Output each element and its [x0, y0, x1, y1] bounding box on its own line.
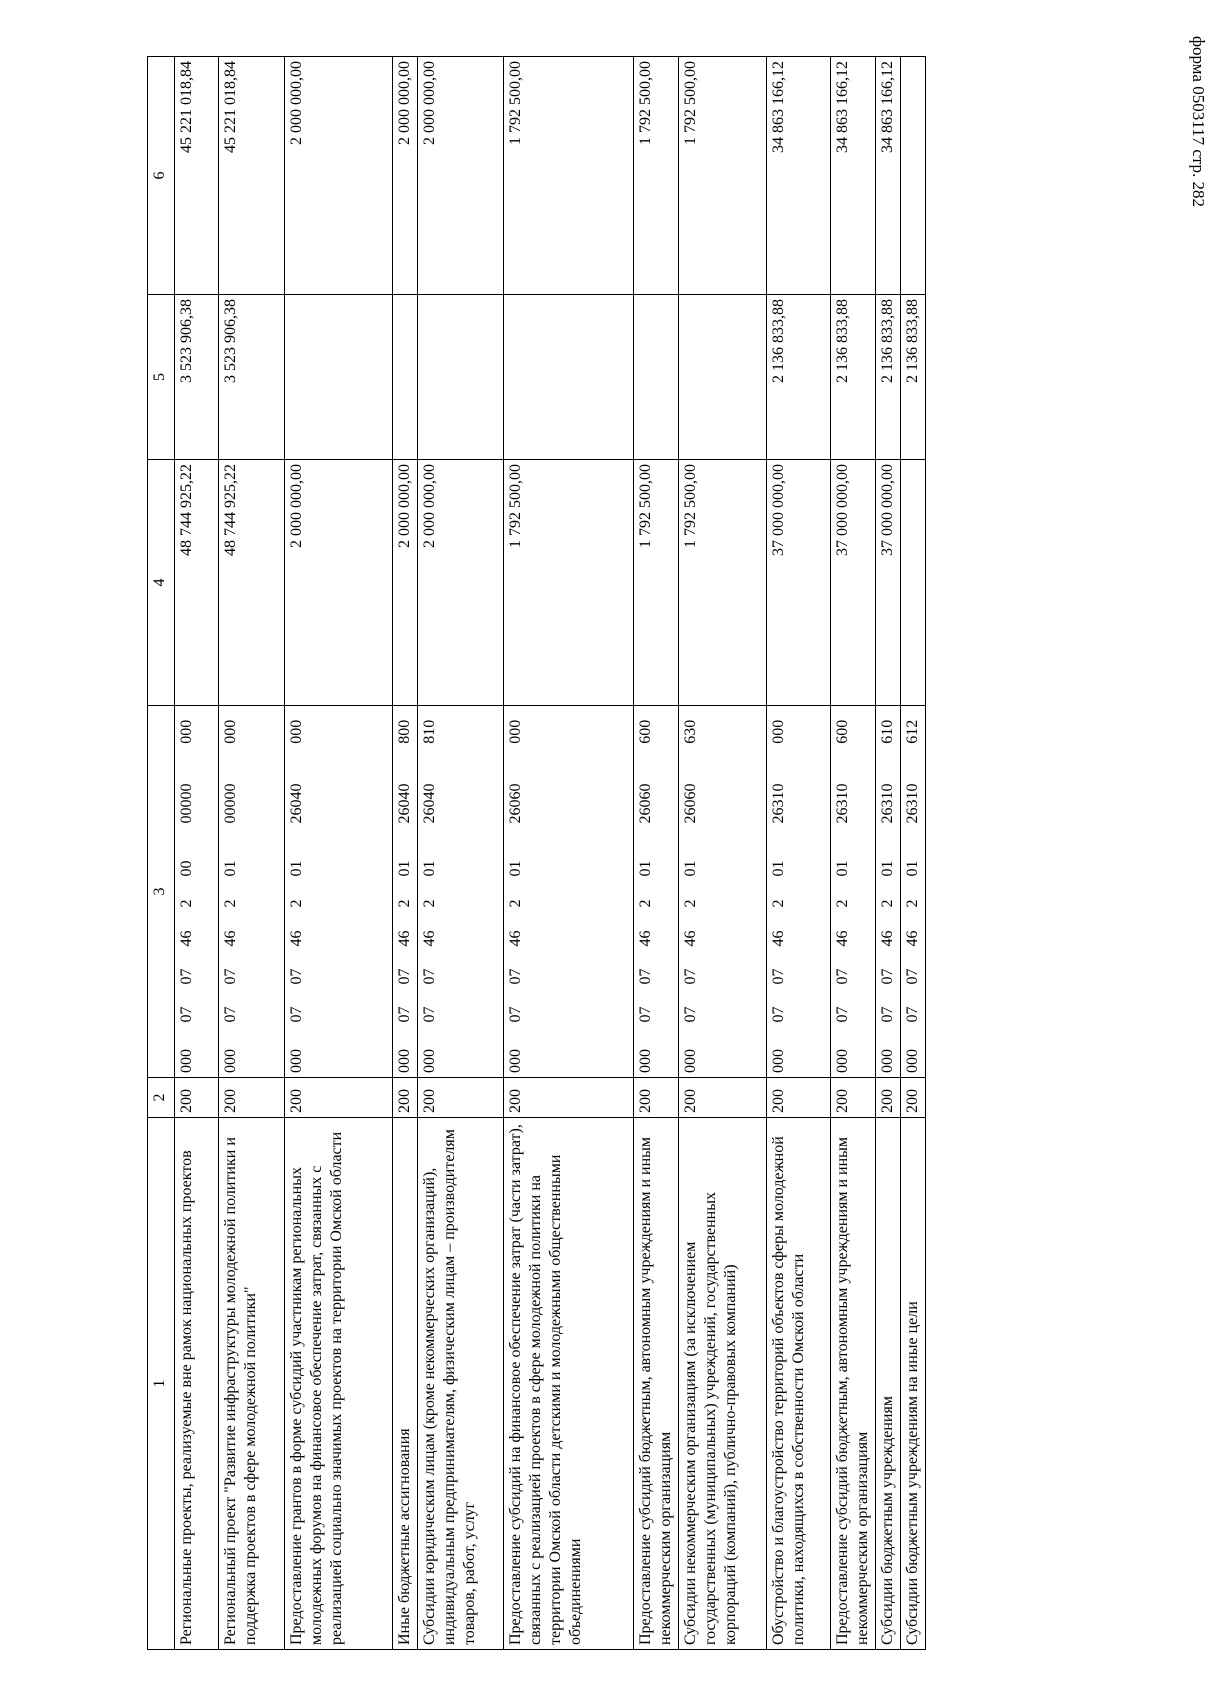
row-budget-code-part: 07	[418, 996, 504, 1034]
row-budget-code-part: 46	[767, 920, 831, 958]
col-header-1: 1	[148, 1118, 175, 1650]
table-row	[175, 57, 219, 1650]
table-row	[504, 57, 634, 1650]
row-name: Обустройство и благоустройство территорий объектов сферы молодежной политики, находящихся в собственности Омской области	[767, 1118, 831, 1650]
row-budget-code-part: 07	[285, 958, 393, 996]
row-executed-amount	[634, 295, 679, 460]
row-approved-amount: 1 792 500,00	[504, 460, 634, 706]
row-budget-code-part: 07	[219, 996, 285, 1034]
row-line-code: 200	[285, 1078, 393, 1118]
row-budget-code-part: 07	[418, 958, 504, 996]
row-budget-code-part: 00	[175, 850, 219, 888]
row-name: Предоставление грантов в форме субсидий участникам региональных молодежных форумов на финансовое обеспечение затрат, связанных с реализацией социально значимых проектов на территории Омской области	[285, 1118, 393, 1650]
row-name: Предоставление субсидий на финансовое обеспечение затрат (части затрат), связанных с реализацией проектов в сфере молодежной политики на территории Омской области детскими и молодежными общественными объединениями	[504, 1118, 634, 1650]
col-header-4: 4	[148, 460, 175, 706]
row-executed-amount: 3 523 906,38	[175, 295, 219, 460]
row-budget-code-part: 07	[175, 996, 219, 1034]
row-budget-code-part: 000	[285, 1034, 393, 1078]
row-approved-amount: 2 000 000,00	[393, 460, 418, 706]
row-budget-code-part: 46	[634, 920, 679, 958]
row-approved-amount: 48 744 925,22	[175, 460, 219, 706]
row-budget-code-part: 26060	[634, 758, 679, 850]
row-executed-amount: 2 136 833,88	[901, 295, 926, 460]
report-sheet	[147, 57, 990, 1650]
row-budget-code-part: 07	[219, 958, 285, 996]
row-budget-code-part: 000	[767, 1034, 831, 1078]
row-executed-amount: 2 136 833,88	[876, 295, 901, 460]
row-budget-code-part: 26060	[679, 758, 767, 850]
row-budget-code-part: 01	[831, 850, 876, 888]
table-row	[418, 57, 504, 1650]
row-budget-code-part: 07	[634, 958, 679, 996]
row-budget-code-part: 07	[767, 958, 831, 996]
table-row	[285, 57, 393, 1650]
row-budget-code-part: 000	[679, 1034, 767, 1078]
row-budget-code-part: 000	[767, 706, 831, 758]
row-budget-code-part: 01	[418, 850, 504, 888]
row-budget-code-part: 07	[767, 996, 831, 1034]
row-budget-code-part: 07	[679, 996, 767, 1034]
row-approved-amount: 37 000 000,00	[876, 460, 901, 706]
row-budget-code-part: 000	[504, 706, 634, 758]
table-row	[679, 57, 767, 1650]
row-budget-code-part: 26310	[831, 758, 876, 850]
row-name: Региональные проекты, реализуемые вне рамок национальных проектов	[175, 1118, 219, 1650]
row-budget-code-part: 07	[285, 996, 393, 1034]
table-row	[767, 57, 831, 1650]
row-unexecuted-amount: 1 792 500,00	[504, 57, 634, 295]
row-budget-code-part: 01	[219, 850, 285, 888]
row-budget-code-part: 01	[393, 850, 418, 888]
row-budget-code-part: 26040	[285, 758, 393, 850]
row-budget-code-part: 46	[504, 920, 634, 958]
row-budget-code-part: 000	[634, 1034, 679, 1078]
row-budget-code-part: 000	[285, 706, 393, 758]
row-line-code: 200	[634, 1078, 679, 1118]
row-budget-code-part: 07	[831, 958, 876, 996]
table-row	[901, 57, 926, 1650]
row-budget-code-part: 2	[219, 888, 285, 920]
row-budget-code-part: 26310	[767, 758, 831, 850]
row-budget-code-part: 000	[831, 1034, 876, 1078]
row-budget-code-part: 000	[876, 1034, 901, 1078]
row-line-code: 200	[219, 1078, 285, 1118]
row-name: Субсидии юридическим лицам (кроме некоммерческих организаций), индивидуальным предпринимателям, физическим лицам – производителям товаров, работ, услуг	[418, 1118, 504, 1650]
row-budget-code-part: 46	[393, 920, 418, 958]
row-unexecuted-amount: 34 863 166,12	[876, 57, 901, 295]
row-approved-amount: 1 792 500,00	[679, 460, 767, 706]
row-budget-code-part: 07	[679, 958, 767, 996]
row-budget-code-part: 630	[679, 706, 767, 758]
row-unexecuted-amount: 34 863 166,12	[831, 57, 876, 295]
row-budget-code-part: 46	[418, 920, 504, 958]
row-budget-code-part: 2	[901, 888, 926, 920]
row-name: Региональный проект "Развитие инфраструктуры молодежной политики и поддержка проектов в сфере молодежной политики"	[219, 1118, 285, 1650]
row-approved-amount: 37 000 000,00	[831, 460, 876, 706]
row-line-code: 200	[831, 1078, 876, 1118]
row-budget-code-part: 01	[634, 850, 679, 888]
row-budget-code-part: 000	[393, 1034, 418, 1078]
row-budget-code-part: 07	[393, 958, 418, 996]
table-row	[393, 57, 418, 1650]
row-unexecuted-amount: 2 000 000,00	[285, 57, 393, 295]
row-budget-code-part: 07	[504, 996, 634, 1034]
row-budget-code-part: 07	[901, 996, 926, 1034]
row-line-code: 200	[504, 1078, 634, 1118]
row-name: Субсидии некоммерческим организациям (за исключением государственных (муниципальных) учреждений, государственных корпораций (компаний), публично-правовых компаний)	[679, 1118, 767, 1650]
col-header-3: 3	[148, 706, 175, 1078]
row-budget-code-part: 00000	[175, 758, 219, 850]
row-approved-amount: 48 744 925,22	[219, 460, 285, 706]
row-executed-amount: 2 136 833,88	[831, 295, 876, 460]
row-line-code: 200	[767, 1078, 831, 1118]
row-approved-amount: 2 000 000,00	[418, 460, 504, 706]
row-executed-amount	[418, 295, 504, 460]
row-budget-code-part: 07	[876, 996, 901, 1034]
row-line-code: 200	[175, 1078, 219, 1118]
row-budget-code-part: 2	[504, 888, 634, 920]
row-executed-amount	[285, 295, 393, 460]
row-budget-code-part: 01	[504, 850, 634, 888]
row-budget-code-part: 2	[831, 888, 876, 920]
row-budget-code-part: 600	[634, 706, 679, 758]
row-executed-amount	[679, 295, 767, 460]
row-budget-code-part: 26040	[418, 758, 504, 850]
row-executed-amount: 3 523 906,38	[219, 295, 285, 460]
row-budget-code-part: 46	[219, 920, 285, 958]
row-unexecuted-amount: 1 792 500,00	[634, 57, 679, 295]
row-budget-code-part: 000	[901, 1034, 926, 1078]
row-approved-amount: 2 000 000,00	[285, 460, 393, 706]
row-budget-code-part: 26310	[876, 758, 901, 850]
col-header-5: 5	[148, 295, 175, 460]
row-budget-code-part: 2	[767, 888, 831, 920]
row-budget-code-part: 07	[901, 958, 926, 996]
row-line-code: 200	[876, 1078, 901, 1118]
row-budget-code-part: 000	[219, 706, 285, 758]
row-budget-code-part: 01	[285, 850, 393, 888]
row-budget-code-part: 26060	[504, 758, 634, 850]
row-name: Субсидии бюджетным учреждениям	[876, 1118, 901, 1650]
row-budget-code-part: 26040	[393, 758, 418, 850]
row-name: Субсидии бюджетным учреждениям на иные цели	[901, 1118, 926, 1650]
col-header-6: 6	[148, 57, 175, 295]
form-label: форма 0503117 стр. 282	[1189, 36, 1208, 207]
row-budget-code-part: 46	[679, 920, 767, 958]
table-row	[219, 57, 285, 1650]
row-executed-amount: 2 136 833,88	[767, 295, 831, 460]
row-budget-code-part: 01	[901, 850, 926, 888]
header-row	[148, 57, 175, 1650]
row-budget-code-part: 800	[393, 706, 418, 758]
row-budget-code-part: 612	[901, 706, 926, 758]
row-unexecuted-amount: 34 863 166,12	[767, 57, 831, 295]
row-budget-code-part: 000	[504, 1034, 634, 1078]
row-budget-code-part: 000	[418, 1034, 504, 1078]
row-budget-code-part: 07	[634, 996, 679, 1034]
row-budget-code-part: 2	[876, 888, 901, 920]
row-budget-code-part: 000	[219, 1034, 285, 1078]
row-budget-code-part: 46	[831, 920, 876, 958]
row-budget-code-part: 000	[175, 706, 219, 758]
row-budget-code-part: 26310	[901, 758, 926, 850]
row-executed-amount	[393, 295, 418, 460]
table-row	[831, 57, 876, 1650]
row-budget-code-part: 07	[876, 958, 901, 996]
row-budget-code-part: 46	[901, 920, 926, 958]
row-budget-code-part: 46	[285, 920, 393, 958]
row-budget-code-part: 46	[175, 920, 219, 958]
row-budget-code-part: 07	[393, 996, 418, 1034]
row-unexecuted-amount: 1 792 500,00	[679, 57, 767, 295]
row-budget-code-part: 2	[679, 888, 767, 920]
row-budget-code-part: 01	[876, 850, 901, 888]
row-budget-code-part: 600	[831, 706, 876, 758]
row-unexecuted-amount: 2 000 000,00	[393, 57, 418, 295]
row-budget-code-part: 00000	[219, 758, 285, 850]
row-approved-amount	[901, 460, 926, 706]
row-line-code: 200	[393, 1078, 418, 1118]
row-budget-code-part: 810	[418, 706, 504, 758]
col-header-2: 2	[148, 1078, 175, 1118]
row-budget-code-part: 2	[418, 888, 504, 920]
row-budget-code-part: 2	[175, 888, 219, 920]
row-budget-code-part: 01	[767, 850, 831, 888]
row-budget-code-part: 07	[831, 996, 876, 1034]
row-budget-code-part: 46	[876, 920, 901, 958]
table-row	[876, 57, 901, 1650]
row-line-code: 200	[679, 1078, 767, 1118]
row-budget-code-part: 07	[504, 958, 634, 996]
row-budget-code-part: 2	[634, 888, 679, 920]
row-name: Иные бюджетные ассигнования	[393, 1118, 418, 1650]
row-budget-code-part: 610	[876, 706, 901, 758]
row-line-code: 200	[418, 1078, 504, 1118]
row-unexecuted-amount: 2 000 000,00	[418, 57, 504, 295]
row-unexecuted-amount: 45 221 018,84	[175, 57, 219, 295]
row-approved-amount: 1 792 500,00	[634, 460, 679, 706]
row-budget-code-part: 2	[285, 888, 393, 920]
row-name: Предоставление субсидий бюджетным, автономным учреждениям и иным некоммерческим организациям	[634, 1118, 679, 1650]
table-row	[634, 57, 679, 1650]
row-budget-code-part: 2	[393, 888, 418, 920]
row-line-code: 200	[901, 1078, 926, 1118]
row-unexecuted-amount: 45 221 018,84	[219, 57, 285, 295]
row-executed-amount	[504, 295, 634, 460]
row-approved-amount: 37 000 000,00	[767, 460, 831, 706]
row-budget-code-part: 07	[175, 958, 219, 996]
row-unexecuted-amount	[901, 57, 926, 295]
row-name: Предоставление субсидий бюджетным, автономным учреждениям и иным некоммерческим организациям	[831, 1118, 876, 1650]
row-budget-code-part: 000	[175, 1034, 219, 1078]
report-table	[147, 56, 926, 1650]
row-budget-code-part: 01	[679, 850, 767, 888]
